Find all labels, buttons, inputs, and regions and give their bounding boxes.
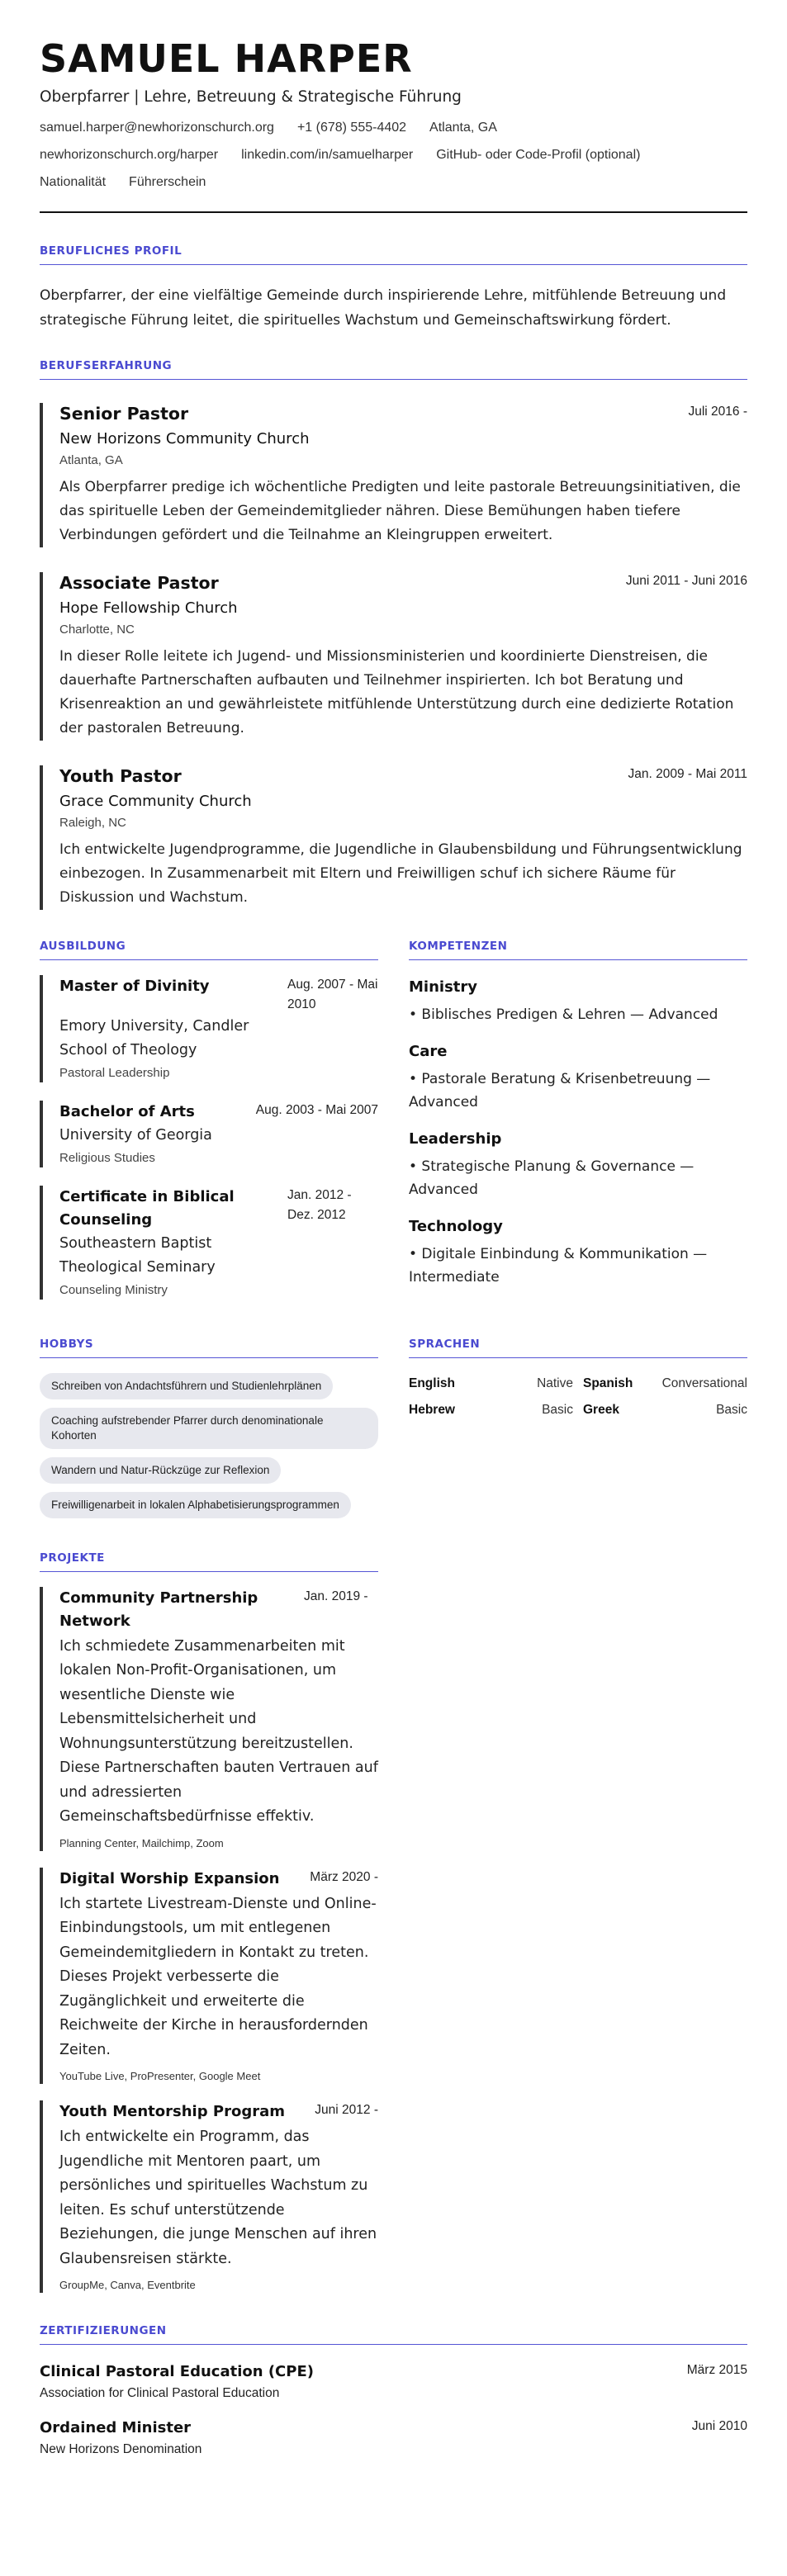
- education-skills-row: [40, 940, 747, 1300]
- job-title: Youth Pastor: [59, 765, 182, 786]
- education-degree: Certificate in Biblical Counseling: [59, 1187, 235, 1229]
- certification-issuer: Association for Clinical Pastoral Education: [40, 2386, 280, 2401]
- job-title: Senior Pastor: [59, 403, 189, 424]
- certification-date: März 2015: [686, 2363, 747, 2378]
- job-organization: New Horizons Community Church: [59, 429, 310, 447]
- project-entry: [40, 1868, 378, 2085]
- job-date: Juli 2016 -: [688, 404, 747, 419]
- section-title-projects: PROJEKTE: [40, 1551, 378, 1572]
- project-tools: Planning Center, Mailchimp, Zoom: [59, 1836, 224, 1849]
- contact-row-3: [40, 173, 747, 192]
- job-entry: [40, 403, 747, 547]
- education-school: Southeastern Baptist Theological Seminary: [59, 1234, 216, 1276]
- hobbies-languages-row: [40, 1338, 747, 1518]
- skill-item: • Strategische Planung & Governance — Advanced: [409, 1158, 695, 1198]
- section-title-skills: KOMPETENZEN: [409, 940, 747, 960]
- job-location: Atlanta, GA: [59, 452, 123, 467]
- skill-item: • Digitale Einbindung & Kommunikation — Intermediate: [409, 1245, 708, 1286]
- certification-entry: [40, 2361, 747, 2403]
- language-name: Hebrew: [409, 1402, 455, 1417]
- education-field: Counseling Ministry: [59, 1282, 168, 1297]
- contact-email[interactable]: samuel.harper@newhorizonschurch.org: [40, 120, 274, 135]
- section-title-education: AUSBILDUNG: [40, 940, 378, 960]
- skill-group: [409, 1129, 747, 1201]
- contact-phone[interactable]: +1 (678) 555-4402: [296, 120, 407, 135]
- language-item: [583, 1376, 747, 1391]
- project-tools: YouTube Live, ProPresenter, Google Meet: [59, 2070, 261, 2083]
- hobby-tag: Schreiben von Andachtsführern und Studienlehrplänen: [40, 1373, 333, 1399]
- skill-group: [409, 1041, 747, 1114]
- section-title-experience: BERUFSERFAHRUNG: [40, 359, 747, 380]
- language-level: Conversational: [661, 1376, 747, 1390]
- education-field: Pastoral Leadership: [59, 1065, 170, 1080]
- job-description: Ich entwickelte Jugendprogramme, die Jugendliche in Glaubensbildung und Führungsentwicklung einbezogen. In Zusammenarbeit mit Eltern und Freiwilligen schuf ich sichere Räume für Diskussion und Wachstum.: [59, 841, 742, 906]
- contact-license: Führerschein: [129, 174, 206, 189]
- education-field: Religious Studies: [59, 1150, 155, 1165]
- project-tools: GroupMe, Canva, Eventbrite: [59, 2279, 196, 2292]
- education-date: Jan. 2012 - Dez. 2012: [287, 1187, 352, 1222]
- language-name: Greek: [583, 1402, 619, 1417]
- language-item: [583, 1403, 747, 1418]
- project-title: Youth Mentorship Program: [59, 2103, 285, 2121]
- project-description: Ich schmiedete Zusammenarbeiten mit lokalen Non-Profit-Organisationen, um wesentliche Dienste wie Lebensmittelsicherheit und Wohnungsunterstützung bereitzustellen. Diese Partnerschaften bauten Vertrauen auf und adressierten Gemeinschaftsbedürfnisse effektiv.: [59, 1637, 378, 1825]
- education-date: Aug. 2003 - Mai 2007: [255, 1102, 378, 1117]
- candidate-name: SAMUEL HARPER: [40, 36, 413, 81]
- education-school: Emory University, Candler School of Theology: [59, 1017, 249, 1058]
- contact-nationality: Nationalität: [40, 174, 107, 189]
- job-location: Raleigh, NC: [59, 815, 126, 830]
- contact-row-2: [40, 146, 747, 164]
- skill-group: [409, 1216, 747, 1289]
- certification-entry: [40, 2417, 747, 2459]
- language-item: [409, 1376, 573, 1391]
- contact-row-1: [40, 119, 747, 137]
- project-description: Ich startete Livestream-Dienste und Online-Einbindungstools, um mit entlegenen Gemeindemitgliedern in Kontakt zu treten. Dieses Projekt verbesserte die Zugänglichkeit und erweiterte die Reichweite der Kirche in herausfordernden Zeiten.: [59, 1895, 377, 2058]
- skill-category: Ministry: [409, 978, 477, 996]
- education-column: [40, 940, 378, 1300]
- language-level: Basic: [542, 1402, 573, 1417]
- job-description: Als Oberpfarrer predige ich wöchentliche Predigten und leite pastorale Betreuungsinitiativen, die das spirituelle Leben der Gemeindemitglieder nähren. Diese Bemühungen haben tiefere Verbindungen gefördert und die Teilnahme an Kleingruppen erweitert.: [59, 478, 741, 543]
- language-level: Basic: [716, 1402, 747, 1417]
- job-title: Associate Pastor: [59, 572, 219, 593]
- profile-text: Oberpfarrer, der eine vielfältige Gemeinde durch inspirierende Lehre, mitfühlende Betreuung und strategische Führung leitet, die spirituelles Wachstum und Gemeinschaftswirkung fördert.: [40, 286, 727, 329]
- resume-header: [40, 38, 747, 213]
- job-organization: Grace Community Church: [59, 792, 252, 810]
- job-description: In dieser Rolle leitete ich Jugend- und Missionsministerien und koordinierte Dienstreisen, die dauerhafte Partnerschaften aufbauten und Teilnehmer inspirierten. Ich bot Beratung und Krisenreaktion an und gewährleistete mitfühlende Unterstützung durch eine dedizierte Rotation der pastoralen Betreuung.: [59, 647, 734, 736]
- job-date: Juni 2011 - Juni 2016: [625, 573, 747, 588]
- education-entry: [40, 1101, 378, 1167]
- skill-group: [409, 977, 747, 1026]
- section-title-hobbies: HOBBYS: [40, 1338, 378, 1358]
- skill-item: • Biblisches Predigen & Lehren — Advanced: [409, 1006, 718, 1023]
- section-title-certifications: ZERTIFIZIERUNGEN: [40, 2324, 747, 2345]
- project-title: Community Partnership Network: [59, 1589, 258, 1630]
- hobby-tag: Wandern und Natur-Rückzüge zur Reflexion: [40, 1457, 281, 1484]
- project-entry: [40, 1587, 378, 1851]
- certification-name: Ordained Minister: [40, 2419, 192, 2437]
- project-date: Juni 2012 -: [315, 2103, 378, 2118]
- skill-category: Care: [409, 1042, 448, 1060]
- job-date: Jan. 2009 - Mai 2011: [628, 766, 747, 781]
- hobbies-column: [40, 1338, 378, 1518]
- contact-linkedin[interactable]: linkedin.com/in/samuelharper: [241, 147, 414, 162]
- contact-location: Atlanta, GA: [429, 120, 497, 135]
- language-level: Native: [537, 1376, 573, 1390]
- job-location: Charlotte, NC: [59, 622, 135, 637]
- project-date: Jan. 2019 -: [304, 1589, 368, 1603]
- job-entry: [40, 765, 747, 910]
- skill-category: Leadership: [409, 1129, 502, 1148]
- languages-grid: [409, 1376, 747, 1418]
- certification-issuer: New Horizons Denomination: [40, 2442, 202, 2457]
- languages-column: [409, 1338, 747, 1518]
- certification-name: Clinical Pastoral Education (CPE): [40, 2363, 314, 2381]
- header-divider: [40, 211, 747, 213]
- job-entry: [40, 572, 747, 741]
- project-title: Digital Worship Expansion: [59, 1869, 280, 1887]
- language-name: English: [409, 1376, 455, 1390]
- candidate-subtitle: Oberpfarrer | Lehre, Betreuung & Strategische Führung: [40, 88, 462, 106]
- skill-category: Technology: [409, 1217, 503, 1235]
- skill-item: • Pastorale Beratung & Krisenbetreuung — Advanced: [409, 1070, 711, 1110]
- projects-section: [40, 1551, 378, 2294]
- section-title-languages: SPRACHEN: [409, 1338, 747, 1358]
- language-name: Spanish: [583, 1376, 633, 1390]
- project-description: Ich entwickelte ein Programm, das Jugendliche mit Mentoren paart, um persönliches und spirituelles Wachstum zu leiten. Es schuf unterstützende Beziehungen, die junge Menschen auf ihren Glaubensreisen stärkte.: [59, 2129, 377, 2267]
- language-item: [409, 1403, 573, 1418]
- hobby-tag: Coaching aufstrebender Pfarrer durch denominationale Kohorten: [40, 1408, 378, 1449]
- skills-column: [409, 940, 747, 1300]
- certification-date: Juni 2010: [691, 2419, 747, 2434]
- contact-github[interactable]: GitHub- oder Code-Profil (optional): [436, 147, 641, 162]
- project-date: März 2020 -: [310, 1869, 378, 1884]
- education-entry: [40, 975, 378, 1082]
- contact-website[interactable]: newhorizonschurch.org/harper: [40, 147, 219, 162]
- education-date: Aug. 2007 - Mai 2010: [287, 977, 378, 1011]
- section-title-profile: BERUFLICHES PROFIL: [40, 244, 747, 265]
- education-school: University of Georgia: [59, 1126, 212, 1144]
- job-organization: Hope Fellowship Church: [59, 599, 238, 617]
- education-degree: Bachelor of Arts: [59, 1102, 195, 1120]
- education-degree: Master of Divinity: [59, 977, 210, 995]
- hobby-tag: Freiwilligenarbeit in lokalen Alphabetisierungsprogrammen: [40, 1492, 351, 1518]
- education-entry: [40, 1186, 378, 1300]
- project-entry: [40, 2100, 378, 2293]
